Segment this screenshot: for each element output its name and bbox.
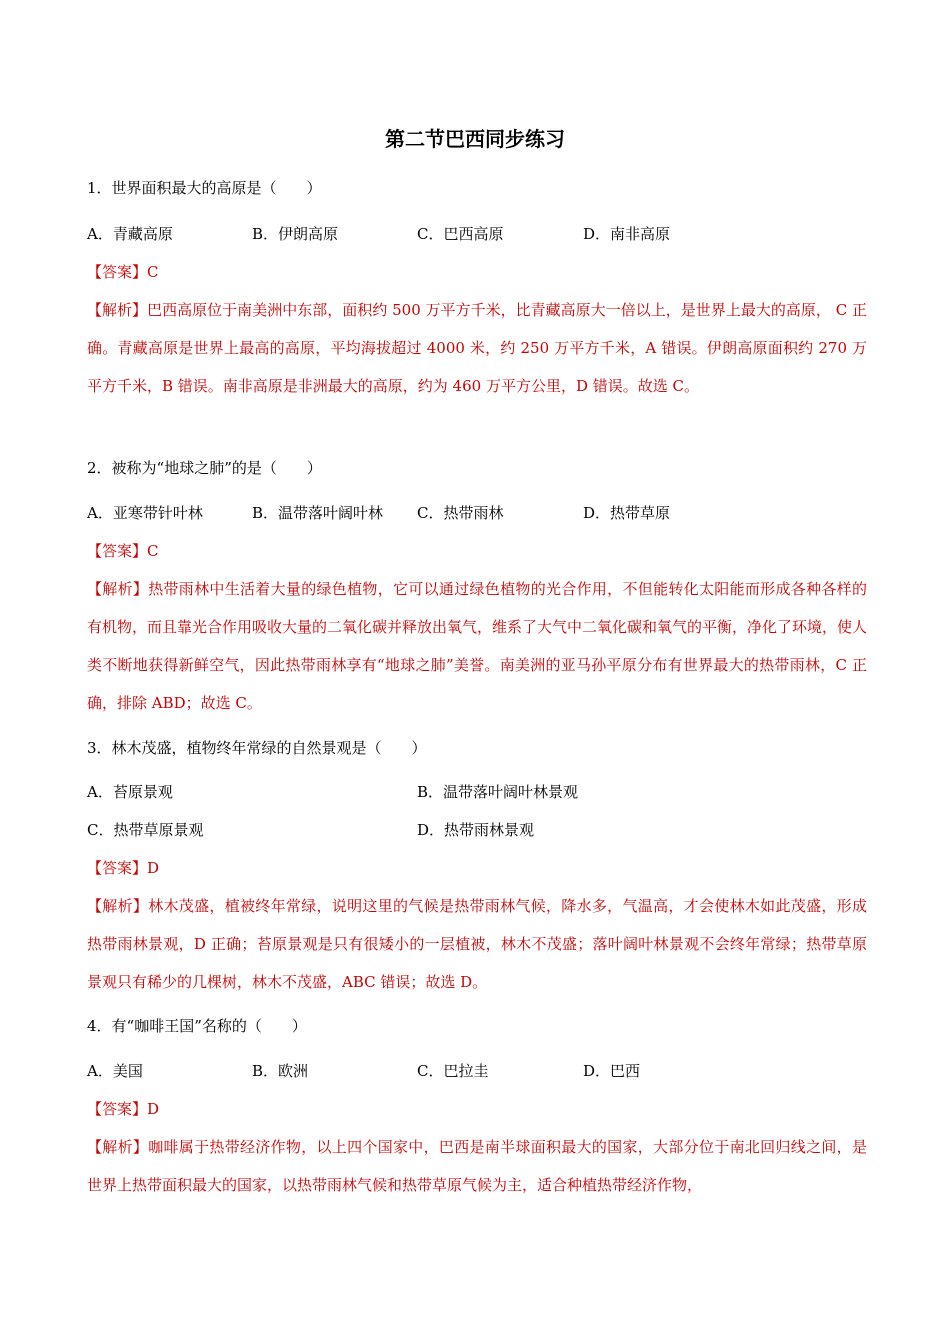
question-2-option-d: D．热带草原 — [583, 504, 671, 522]
question-4-stem: 4．有“咖啡王国”名称的（ ） — [87, 1017, 307, 1035]
explanation-text: 巴西高原位于南美洲中东部，面积约 500 万平方千米，比青藏高原大一倍以上，是世界上最大的高原， C 正确。青藏高原是世界上最高的高原，平均海拔超过 4000 米，约 250 万平方千米，A 错误。伊朗高原面积约 270 万平方千米，B 错误。南非高原是非洲最大的高原，约为 460 万平方公里，D 错误。故选 C。 — [87, 301, 867, 395]
question-3-option-a: A．苔原景观 — [87, 783, 173, 801]
question-2-answer: 【答案】C — [87, 542, 159, 560]
explanation-label: 【解析】 — [87, 1138, 149, 1156]
question-2-option-a: A．亚寒带针叶林 — [87, 504, 203, 522]
explanation-text: 林木茂盛，植被终年常绿，说明这里的气候是热带雨林气候，降水多，气温高，才会使林木如此茂盛，形成热带雨林景观，D 正确；苔原景观是只有很矮小的一层植被，林木不茂盛；落叶阔叶林景观不会终年常绿；热带草原景观只有稀少的几棵树，林木不茂盛，ABC 错误；故选 D。 — [87, 897, 867, 991]
question-3-answer: 【答案】D — [87, 859, 160, 877]
explanation-label: 【解析】 — [87, 897, 149, 915]
question-4-option-b: B．欧洲 — [252, 1062, 309, 1080]
question-1-answer: 【答案】C — [87, 263, 159, 281]
question-1-stem: 1．世界面积最大的高原是（ ） — [87, 179, 322, 197]
explanation-text: 热带雨林中生活着大量的绿色植物，它可以通过绿色植物的光合作用，不但能转化太阳能而形成各种各样的有机物，而且靠光合作用吸收大量的二氧化碳并释放出氧气，维系了大气中二氧化碳和氧气的平衡，净化了环境，使人类不断地获得新鲜空气，因此热带雨林享有“地球之肺”美誉。南美洲的亚马孙平原分布有世界最大的热带雨林，C 正确，排除 ABD；故选 C。 — [87, 580, 868, 712]
question-1-option-b: B．伊朗高原 — [252, 225, 339, 243]
question-1-explanation — [87, 291, 867, 405]
question-4-explanation — [87, 1128, 867, 1204]
question-4-option-d: D．巴西 — [583, 1062, 641, 1080]
question-1-option-c: C．巴西高原 — [417, 225, 504, 243]
question-2-option-b: B．温带落叶阔叶林 — [252, 504, 384, 522]
question-4-option-a: A．美国 — [87, 1062, 143, 1080]
question-2-stem: 2．被称为“地球之肺”的是（ ） — [87, 459, 322, 477]
question-1-option-d: D．南非高原 — [583, 225, 671, 243]
question-1-option-a: A．青藏高原 — [87, 225, 173, 243]
question-3-option-d: D．热带雨林景观 — [417, 821, 535, 839]
question-2-explanation — [87, 570, 867, 722]
explanation-text: 咖啡属于热带经济作物，以上四个国家中，巴西是南半球面积最大的国家，大部分位于南北回归线之间，是世界上热带面积最大的国家，以热带雨林气候和热带草原气候为主，适合种植热带经济作物， — [87, 1138, 867, 1194]
question-3-stem: 3．林木茂盛，植物终年常绿的自然景观是（ ） — [87, 739, 427, 757]
question-4-answer: 【答案】D — [87, 1100, 160, 1118]
question-4-option-c: C．巴拉圭 — [417, 1062, 489, 1080]
question-3-option-b: B．温带落叶阔叶林景观 — [417, 783, 579, 801]
explanation-label: 【解析】 — [87, 301, 148, 319]
question-3-option-c: C．热带草原景观 — [87, 821, 204, 839]
explanation-label: 【解析】 — [87, 580, 149, 598]
page-title: 第二节巴西同步练习 — [385, 127, 565, 151]
question-3-explanation — [87, 887, 867, 1001]
question-2-option-c: C．热带雨林 — [417, 504, 504, 522]
